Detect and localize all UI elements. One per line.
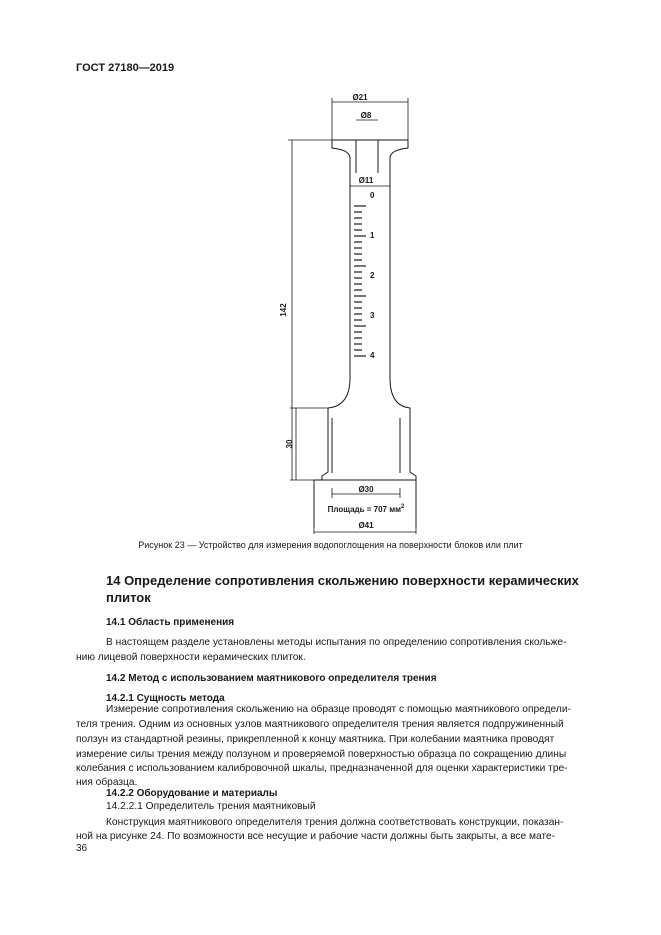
- paragraph-line: ползун из стандартной резины, прикрепленной к концу маятника. При колебании маятника проводят: [76, 734, 555, 745]
- section-14-2-2-title: 14.2.2 Оборудование и материалы: [106, 788, 278, 799]
- paragraph-line: колебания с использованием калибровочной шкалы, предназначенной для оценки характеристики тре-: [76, 763, 568, 774]
- graduation-ticks: [354, 206, 366, 356]
- section-14-title: 14 Определение сопротивления скольжению поверхности керамических плиток: [106, 573, 579, 605]
- document-header: ГОСТ 27180—2019: [76, 62, 175, 74]
- dim-d41: Ø41: [358, 521, 374, 530]
- paragraph-line: ной на рисунке 24. По возможности все несущие и рабочие части должны быть закрыты, а все мате-: [76, 831, 556, 842]
- scale-label-2: 2: [370, 271, 375, 280]
- paragraph-line: Конструкция маятникового определителя трения должна соответствовать конструкции, показан-: [106, 817, 564, 828]
- page-number: 36: [76, 843, 88, 854]
- tube-top-flange: [322, 140, 350, 480]
- dim-d21: Ø21: [352, 93, 368, 102]
- scale-label-0: 0: [370, 191, 375, 200]
- scale-label-4: 4: [370, 351, 375, 360]
- section-14-2-1-title: 14.2.1 Сущность метода: [106, 693, 225, 704]
- paragraph-line: измерение силы трения между ползуном и проверяемой поверхностью образца по сокращению длины: [76, 749, 567, 760]
- paragraph-line: ния образца.: [76, 777, 138, 788]
- figure-caption: Рисунок 23 — Устройство для измерения водопоглощения на поверхности блоков или плит: [138, 540, 523, 550]
- dim-30: 30: [285, 439, 294, 449]
- figure-23-drawing: [270, 88, 430, 538]
- section-14-2-2-1-title: 14.2.2.1 Определитель трения маятниковый: [106, 801, 316, 812]
- tube-top-flange-right: [390, 140, 416, 480]
- section-14-1-title: 14.1 Область применения: [106, 617, 235, 628]
- paragraph-line: Измерение сопротивления скольжению на образце проводят с помощью маятникового определи-: [106, 704, 571, 715]
- section-14-2-title: 14.2 Метод с использованием маятникового определителя трения: [106, 673, 437, 684]
- paragraph-14-1-line-2: нию лицевой поверхности керамических плиток.: [76, 652, 306, 663]
- dim-142: 142: [279, 303, 288, 317]
- dim-d11: Ø11: [358, 176, 374, 185]
- area-label: Площадь = 707 $мм^2$: [327, 504, 405, 514]
- paragraph-line: теля трения. Одним из основных узлов маятникового определителя трения является подпружиненный: [76, 719, 564, 730]
- paragraph-14-1-line-1: В настоящем разделе установлены методы испытания по определению сопротивления скольже-: [106, 637, 567, 648]
- scale-label-3: 3: [370, 311, 375, 320]
- scale-label-1: 1: [370, 231, 375, 240]
- dim-d8: Ø8: [360, 111, 372, 120]
- dim-d30: Ø30: [358, 485, 374, 494]
